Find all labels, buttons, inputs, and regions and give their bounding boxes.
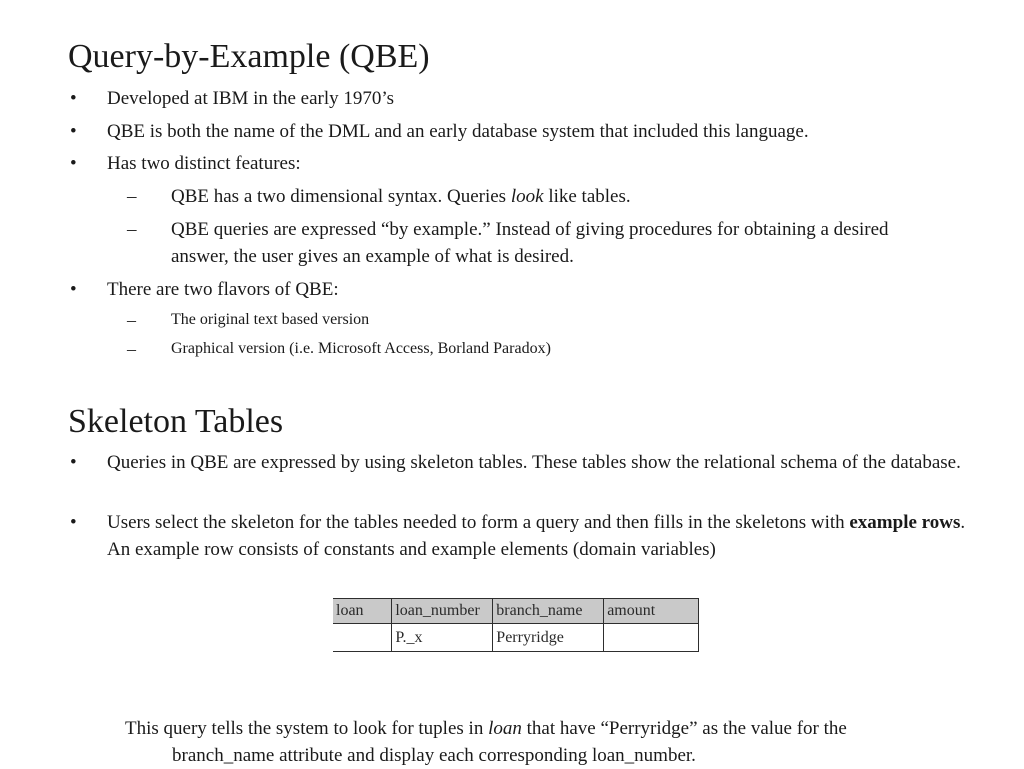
header-cell-amount: amount [604, 599, 699, 624]
dash-marker: – [127, 339, 136, 359]
sub-bullet-text: Graphical version (i.e. Microsoft Access, Borland Paradox) [171, 340, 551, 357]
dash-marker: – [127, 219, 137, 240]
section-title-skeleton-tables: Skeleton Tables [68, 403, 284, 440]
bullet-marker: • [70, 153, 77, 174]
explanation-line-1: This query tells the system to look for tuples in loan that have “Perryridge” as the value for the [125, 718, 847, 739]
bullet-text: QBE is both the name of the DML and an early database system that included this language. [107, 121, 809, 142]
bullet-text: Queries in QBE are expressed by using skeleton tables. These tables show the relational schema of the database. [107, 452, 961, 473]
bullet-marker: • [70, 452, 77, 473]
bullet-marker: • [70, 121, 77, 142]
bullet-marker: • [70, 279, 77, 300]
sub-bullet-text: QBE queries are expressed “by example.” Instead of giving procedures for obtaining a desired answer, the user gives an example of what is desired. [171, 219, 889, 267]
bullet-text: There are two flavors of QBE: [107, 279, 339, 300]
bullet-marker: • [70, 512, 77, 533]
bullet-marker: • [70, 88, 77, 109]
header-cell-relation: loan [333, 599, 392, 624]
bullet-text: Has two distinct features: [107, 153, 301, 174]
bullet-text: Users select the skeleton for the tables needed to form a query and then fills in the skeletons with example rows. An example row consists of constants and example elements (domain variables) [107, 512, 966, 560]
dash-marker: – [127, 310, 136, 330]
section-title-qbe: Query-by-Example (QBE) [68, 38, 430, 75]
bullet-text: Developed at IBM in the early 1970’s [107, 88, 395, 109]
header-cell-branch-name: branch_name [493, 599, 604, 624]
example-row [333, 624, 699, 652]
example-cell-branch-name: Perryridge [493, 624, 604, 652]
dash-marker: – [127, 186, 137, 207]
example-cell-amount [604, 624, 699, 652]
example-cell-loan-number: P._x [392, 624, 493, 652]
header-cell-loan-number: loan_number [392, 599, 493, 624]
skeleton-table [333, 598, 699, 652]
example-cell-command [333, 624, 392, 652]
explanation-line-2: branch_name attribute and display each corresponding loan_number. [172, 745, 696, 766]
sub-bullet-text: QBE has a two dimensional syntax. Queries look like tables. [171, 186, 631, 207]
sub-bullet-text: The original text based version [171, 311, 370, 328]
query-explanation [125, 715, 985, 769]
skeleton-table-header-row [333, 599, 699, 624]
